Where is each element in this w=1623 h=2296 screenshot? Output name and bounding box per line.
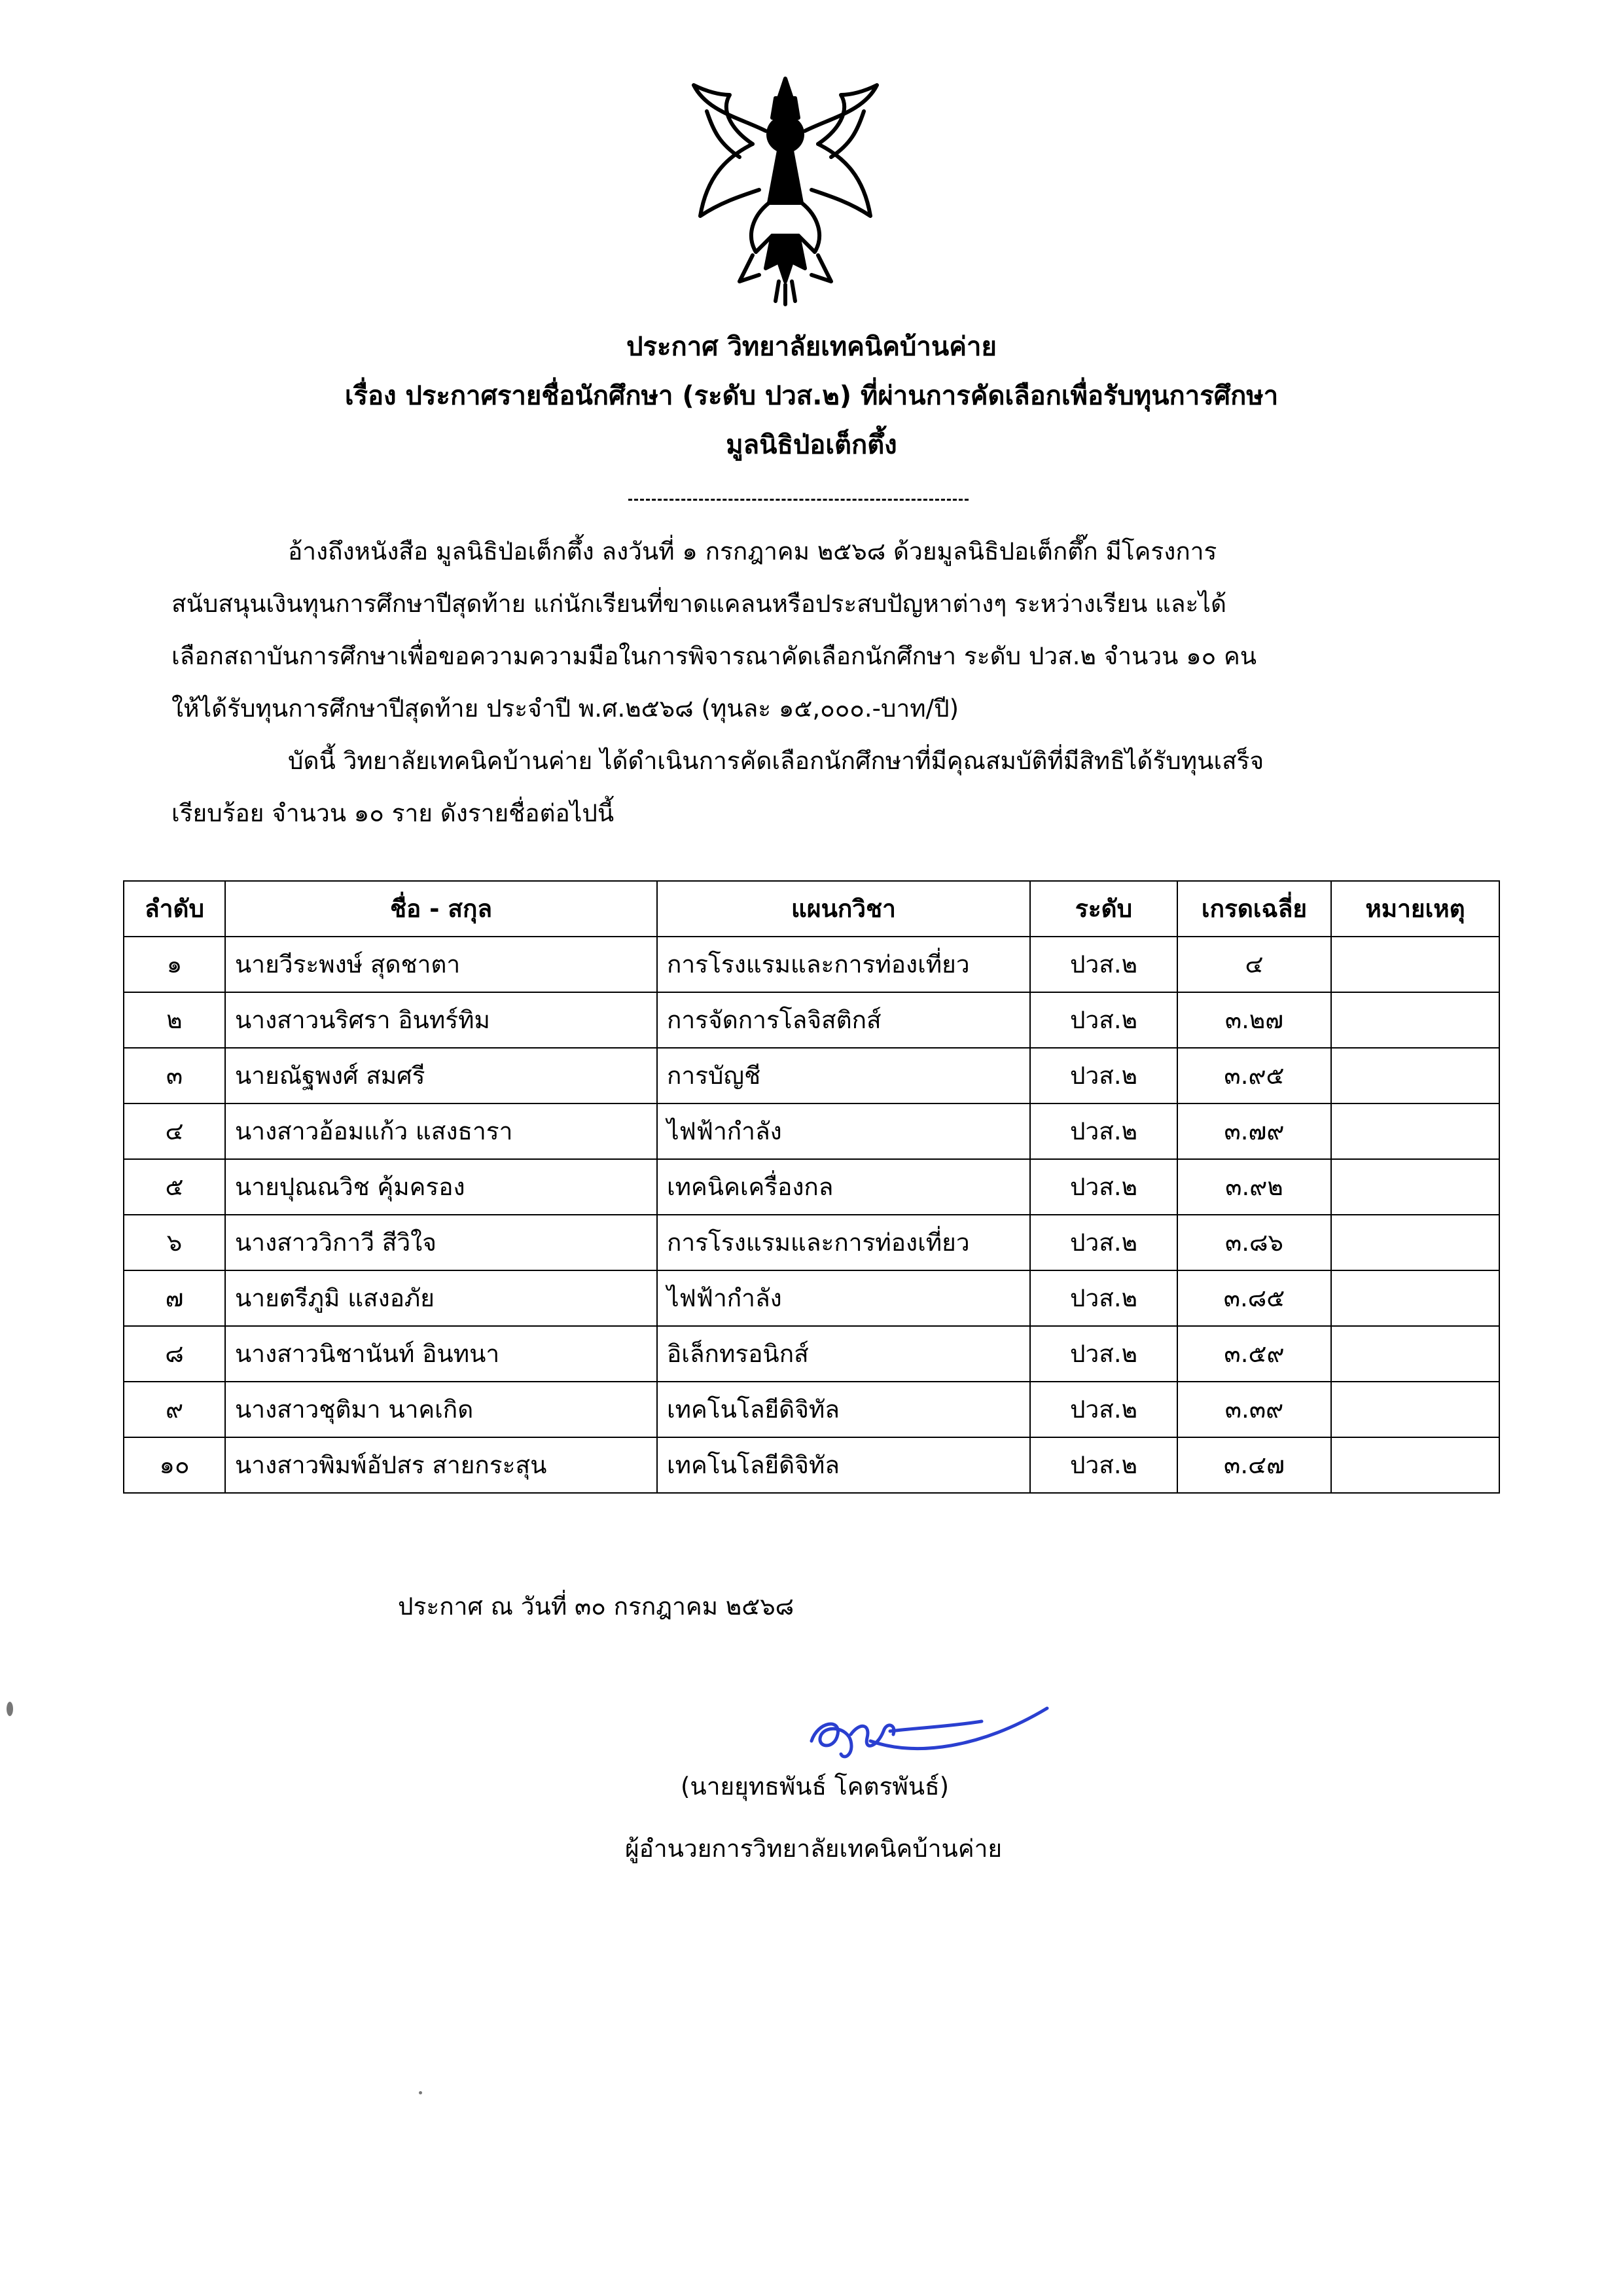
student-name-cell: นางสาวอ้อมแก้ว แสงธารา: [225, 1103, 657, 1159]
column-header: ชื่อ - สกุล: [225, 881, 657, 937]
level-cell: ปวส.๒: [1030, 937, 1177, 992]
note-cell: [1331, 1215, 1499, 1270]
row-number-cell: ๕: [124, 1159, 225, 1215]
row-number-cell: ๗: [124, 1270, 225, 1326]
garuda-emblem-icon: [681, 72, 890, 308]
level-cell: ปวส.๒: [1030, 1270, 1177, 1326]
table-row: [124, 1159, 1499, 1215]
student-name-cell: นายตรีภูมิ แสงอภัย: [225, 1270, 657, 1326]
table-row: [124, 1103, 1499, 1159]
gpa-cell: ๓.๓๙: [1177, 1382, 1331, 1437]
row-number-cell: ๑๐: [124, 1437, 225, 1493]
note-cell: [1331, 937, 1499, 992]
announcement-subject: เรื่อง ประกาศรายชื่อนักศึกษา (ระดับ ปวส.๒) ที่ผ่านการคัดเลือกเพื่อรับทุนการศึกษา: [344, 381, 1279, 411]
student-name-cell: นางสาวนิชานันท์ อินทนา: [225, 1326, 657, 1382]
level-cell: ปวส.๒: [1030, 1437, 1177, 1493]
level-cell: ปวส.๒: [1030, 1159, 1177, 1215]
table-row: [124, 937, 1499, 992]
title-divider: [628, 499, 969, 501]
table-row: [124, 1382, 1499, 1437]
student-name-cell: นางสาวนริศรา อินทร์ทิม: [225, 992, 657, 1048]
student-name-cell: นางสาววิกาวี สีวิใจ: [225, 1215, 657, 1270]
department-cell: เทคโนโลยีดิจิทัล: [657, 1382, 1030, 1437]
gpa-cell: ๓.๗๙: [1177, 1103, 1331, 1159]
note-cell: [1331, 1048, 1499, 1103]
paragraph-line: เลือกสถาบันการศึกษาเพื่อขอความความมือในการพิจารณาคัดเลือกนักศึกษา ระดับ ปวส.๒ จำนวน ๑๐ คน: [171, 642, 1257, 670]
note-cell: [1331, 1437, 1499, 1493]
department-cell: ไฟฟ้ากำลัง: [657, 1103, 1030, 1159]
row-number-cell: ๒: [124, 992, 225, 1048]
department-cell: การบัญชี: [657, 1048, 1030, 1103]
student-name-cell: นายณัฐพงศ์ สมศรี: [225, 1048, 657, 1103]
issue-date: ประกาศ ณ วันที่ ๓๐ กรกฎาคม ๒๕๖๘: [398, 1592, 794, 1621]
column-header: แผนกวิชา: [657, 881, 1030, 937]
department-cell: ไฟฟ้ากำลัง: [657, 1270, 1030, 1326]
row-number-cell: ๘: [124, 1326, 225, 1382]
table-row: [124, 1048, 1499, 1103]
level-cell: ปวส.๒: [1030, 1103, 1177, 1159]
column-header: ลำดับ: [124, 881, 225, 937]
column-header: ระดับ: [1030, 881, 1177, 937]
scan-speck: [419, 2091, 422, 2094]
foundation-name: มูลนิธิป่อเต็กตึ้ง: [726, 430, 897, 460]
department-cell: เทคนิคเครื่องกล: [657, 1159, 1030, 1215]
student-name-cell: นายปุณณวิช คุ้มครอง: [225, 1159, 657, 1215]
column-header: เกรดเฉลี่ย: [1177, 881, 1331, 937]
department-cell: เทคโนโลยีดิจิทัล: [657, 1437, 1030, 1493]
gpa-cell: ๓.๕๙: [1177, 1326, 1331, 1382]
note-cell: [1331, 992, 1499, 1048]
row-number-cell: ๖: [124, 1215, 225, 1270]
paragraph-line: เรียบร้อย จำนวน ๑๐ ราย ดังรายชื่อต่อไปนี้: [171, 799, 615, 827]
gpa-cell: ๓.๙๒: [1177, 1159, 1331, 1215]
gpa-cell: ๓.๘๖: [1177, 1215, 1331, 1270]
signer-position: ผู้อำนวยการวิทยาลัยเทคนิคบ้านค่าย: [625, 1835, 1003, 1863]
row-number-cell: ๙: [124, 1382, 225, 1437]
announcement-title: ประกาศ วิทยาลัยเทคนิคบ้านค่าย: [626, 332, 997, 362]
gpa-cell: ๓.๘๕: [1177, 1270, 1331, 1326]
student-name-cell: นางสาวพิมพ์อัปสร สายกระสุน: [225, 1437, 657, 1493]
signature-icon: [785, 1695, 1073, 1774]
level-cell: ปวส.๒: [1030, 1215, 1177, 1270]
row-number-cell: ๑: [124, 937, 225, 992]
note-cell: [1331, 1270, 1499, 1326]
gpa-cell: ๓.๔๗: [1177, 1437, 1331, 1493]
paragraph-line: สนับสนุนเงินทุนการศึกษาปีสุดท้าย แก่นักเรียนที่ขาดแคลนหรือประสบปัญหาต่างๆ ระหว่างเรียน และได้: [171, 590, 1227, 618]
row-number-cell: ๔: [124, 1103, 225, 1159]
paragraph-line: บัดนี้ วิทยาลัยเทคนิคบ้านค่าย ได้ดำเนินการคัดเลือกนักศึกษาที่มีคุณสมบัติที่มีสิทธิได้รับทุนเสร็จ: [288, 747, 1264, 775]
table-row: [124, 1270, 1499, 1326]
student-name-cell: นายวีระพงษ์ สุดชาตา: [225, 937, 657, 992]
table-row: [124, 1215, 1499, 1270]
note-cell: [1331, 1326, 1499, 1382]
column-header: หมายเหตุ: [1331, 881, 1499, 937]
gpa-cell: ๓.๙๕: [1177, 1048, 1331, 1103]
student-name-cell: นางสาวชุติมา นาคเกิด: [225, 1382, 657, 1437]
paragraph-line: อ้างถึงหนังสือ มูลนิธิป่อเต็กตึ้ง ลงวันที่ ๑ กรกฎาคม ๒๕๖๘ ด้วยมูลนิธิปอเต็กตึ๊ก มีโครงการ: [288, 537, 1217, 565]
scan-speck: [7, 1702, 13, 1716]
table-row: [124, 1437, 1499, 1493]
department-cell: การโรงแรมและการท่องเที่ยว: [657, 1215, 1030, 1270]
note-cell: [1331, 1103, 1499, 1159]
department-cell: การจัดการโลจิสติกส์: [657, 992, 1030, 1048]
level-cell: ปวส.๒: [1030, 1382, 1177, 1437]
level-cell: ปวส.๒: [1030, 1326, 1177, 1382]
note-cell: [1331, 1159, 1499, 1215]
level-cell: ปวส.๒: [1030, 992, 1177, 1048]
table-row: [124, 992, 1499, 1048]
table-row: [124, 1326, 1499, 1382]
gpa-cell: ๔: [1177, 937, 1331, 992]
gpa-cell: ๓.๒๗: [1177, 992, 1331, 1048]
level-cell: ปวส.๒: [1030, 1048, 1177, 1103]
department-cell: อิเล็กทรอนิกส์: [657, 1326, 1030, 1382]
paragraph-line: ให้ได้รับทุนการศึกษาปีสุดท้าย ประจำปี พ.ศ.๒๕๖๘ (ทุนละ ๑๕,๐๐๐.-บาท/ปี): [171, 694, 959, 723]
note-cell: [1331, 1382, 1499, 1437]
department-cell: การโรงแรมและการท่องเที่ยว: [657, 937, 1030, 992]
table-header-row: [124, 881, 1499, 937]
row-number-cell: ๓: [124, 1048, 225, 1103]
signer-name: (นายยุทธพันธ์ โคตรพันธ์): [681, 1772, 950, 1801]
scholarship-results-table: [123, 880, 1500, 1494]
